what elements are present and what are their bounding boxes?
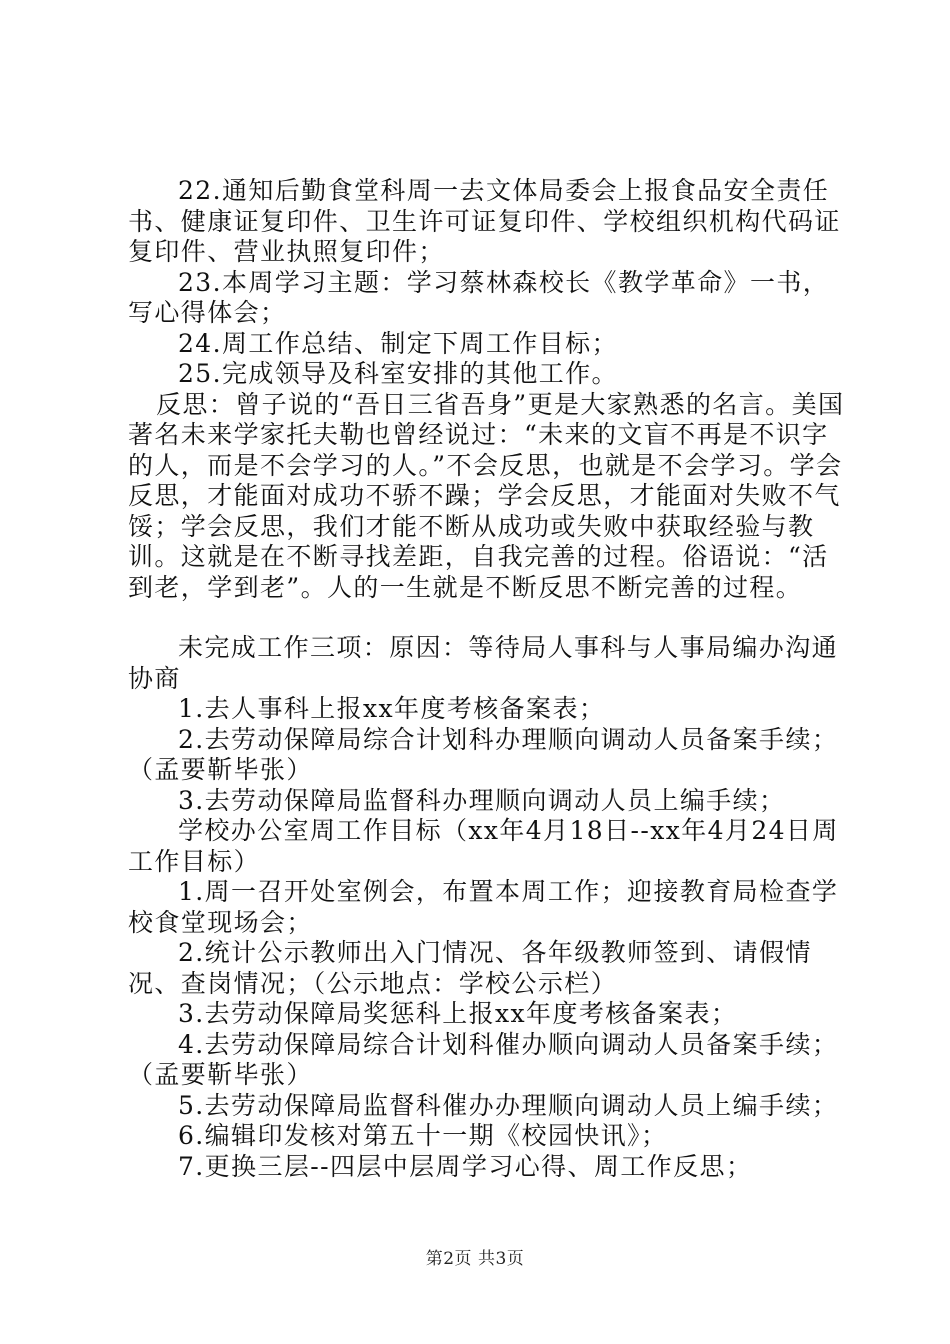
paragraph-unfinished-heading: 未完成工作三项：原因：等待局人事科与人事局编办沟通协商	[128, 633, 839, 693]
page-number-footer: 第2页 共3页	[425, 1249, 525, 1269]
weekly-goals-heading: 学校办公室周工作目标（xx年4月18日--xx年4月24日周工作目标）	[128, 816, 839, 876]
goal-item-1: 1.周一召开处室例会，布置本周工作；迎接教育局检查学校食堂现场会；	[128, 877, 839, 937]
unfinished-item-2: 2.去劳动保障局综合计划科办理顺向调动人员备案手续；（孟要靳毕张）	[128, 724, 839, 784]
paragraph-item-23: 23.本周学习主题：学习蔡林森校长《教学革命》一书，写心得体会；	[128, 267, 830, 327]
goal-item-7: 7.更换三层--四层中层周学习心得、周工作反思；	[178, 1151, 753, 1181]
goal-item-3: 3.去劳动保障局奖惩科上报xx年度考核备案表；	[178, 999, 738, 1028]
document-body	[128, 176, 850, 1182]
paragraph-reflection: 反思：曾子说的“吾日三省吾身”更是大家熟悉的名言。美国著名未来学家托夫勒也曾经说过：“未来的文盲不再是不识字的人，而是不会学习的人。”不会反思，也就是不会学习。学会反思，才能面对成功不骄不躁；学会反思，才能面对失败不气馁；学会反思，我们才能不断从成功或失败中获取经验与教训。这就是在不断寻找差距，自我完善的过程。俗语说：“活到老，学到老”。人的一生就是不断反思不断完善的过程。	[128, 389, 845, 602]
goal-item-6: 6.编辑印发核对第五十一期《校园快讯》；	[178, 1121, 668, 1150]
paragraph-item-25: 25.完成领导及科室安排的其他工作。	[178, 359, 618, 388]
paragraph-item-24: 24.周工作总结、制定下周工作目标；	[178, 328, 618, 358]
unfinished-item-1: 1.去人事科上报xx年度考核备案表；	[178, 694, 606, 723]
goal-item-2: 2.统计公示教师出入门情况、各年级教师签到、请假情况、查岗情况；（公示地点：学校公示栏）	[128, 938, 812, 998]
paragraph-item-22: 22.通知后勤食堂科周一去文体局委会上报食品安全责任书、健康证复印件、卫生许可证复印件、学校组织机构代码证复印件、营业执照复印件；	[128, 176, 841, 266]
unfinished-item-3: 3.去劳动保障局监督科办理顺向调动人员上编手续；	[178, 785, 786, 815]
goal-item-5: 5.去劳动保障局监督科催办办理顺向调动人员上编手续；	[178, 1090, 839, 1120]
goal-item-4: 4.去劳动保障局综合计划科催办顺向调动人员备案手续；（孟要靳毕张）	[128, 1029, 839, 1089]
paragraph-gap	[128, 603, 850, 633]
